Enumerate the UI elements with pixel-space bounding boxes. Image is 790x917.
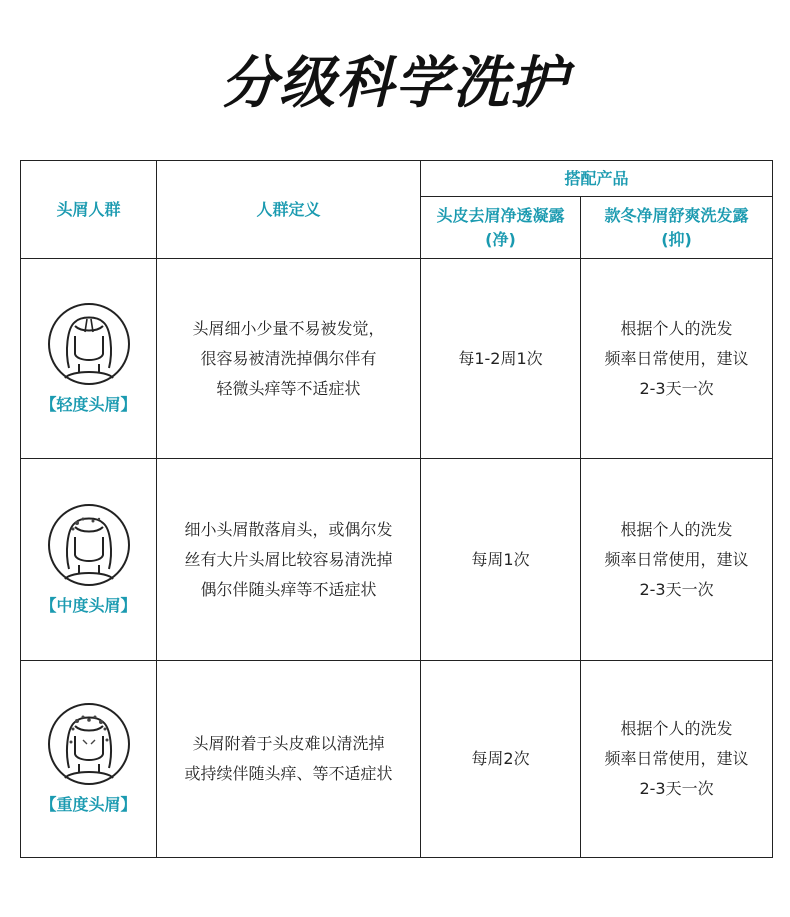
face-severe-dandruff-icon [47,702,131,786]
header-product-2 [581,197,773,259]
face-light-dandruff-icon [47,302,131,386]
level-label: 【重度头屑】 [40,795,137,814]
frequency-line: 2-3天一次 [639,378,714,398]
header-product-1-sub: (净) [485,229,516,249]
definition-line: 丝有大片头屑比较容易清洗掉 [184,549,393,569]
header-product-1-name: 头皮去屑净透凝露 [436,205,565,225]
definition-line: 很容易被清洗掉偶尔伴有 [200,348,377,368]
frequency-line: 频率日常使用，建议 [604,549,749,569]
frequency-line: 频率日常使用，建议 [604,348,749,368]
definition-line: 头屑细小少量不易被发觉， [192,318,385,338]
dandruff-care-table [20,160,773,858]
frequency-line: 2-3天一次 [639,779,714,798]
group-cell [21,661,157,858]
header-product-2-sub: (抑) [661,229,692,249]
product-2-frequency [581,259,773,459]
header-product-2-name: 款冬净屑舒爽洗发露 [604,205,749,225]
frequency-line: 根据个人的洗发 [620,719,733,738]
header-definition: 人群定义 [157,161,421,259]
group-cell [21,259,157,459]
table-row-light [21,259,773,459]
product-1-frequency: 每1-2周1次 [421,259,581,459]
definition-cell [157,259,421,459]
frequency-line: 频率日常使用，建议 [604,749,749,768]
product-1-frequency: 每周1次 [421,459,581,661]
definition-line: 偶尔伴随头痒等不适症状 [200,579,377,599]
header-product-1 [421,197,581,259]
level-label: 【中度头屑】 [40,595,137,615]
header-products: 搭配产品 [421,161,773,197]
definition-cell [157,661,421,858]
header-row-top [21,161,773,197]
definition-line: 或持续伴随头痒、等不适症状 [184,764,393,783]
header-group: 头屑人群 [21,161,157,259]
level-label: 【轻度头屑】 [40,394,137,414]
face-medium-dandruff-icon [47,503,131,587]
frequency-line: 根据个人的洗发 [620,318,733,338]
table-row-medium [21,459,773,661]
product-1-frequency: 每周2次 [421,661,581,858]
group-cell [21,459,157,661]
product-2-frequency [581,661,773,858]
table-row-severe [21,661,773,858]
definition-line: 细小头屑散落肩头，或偶尔发 [184,519,393,539]
frequency-line: 根据个人的洗发 [620,519,733,539]
page-title: 分级科学洗护 [221,51,569,116]
product-2-frequency [581,459,773,661]
definition-line: 轻微头痒等不适症状 [216,378,361,398]
definition-cell [157,459,421,661]
frequency-line: 2-3天一次 [639,579,714,599]
definition-line: 头屑附着于头皮难以清洗掉 [192,734,385,753]
